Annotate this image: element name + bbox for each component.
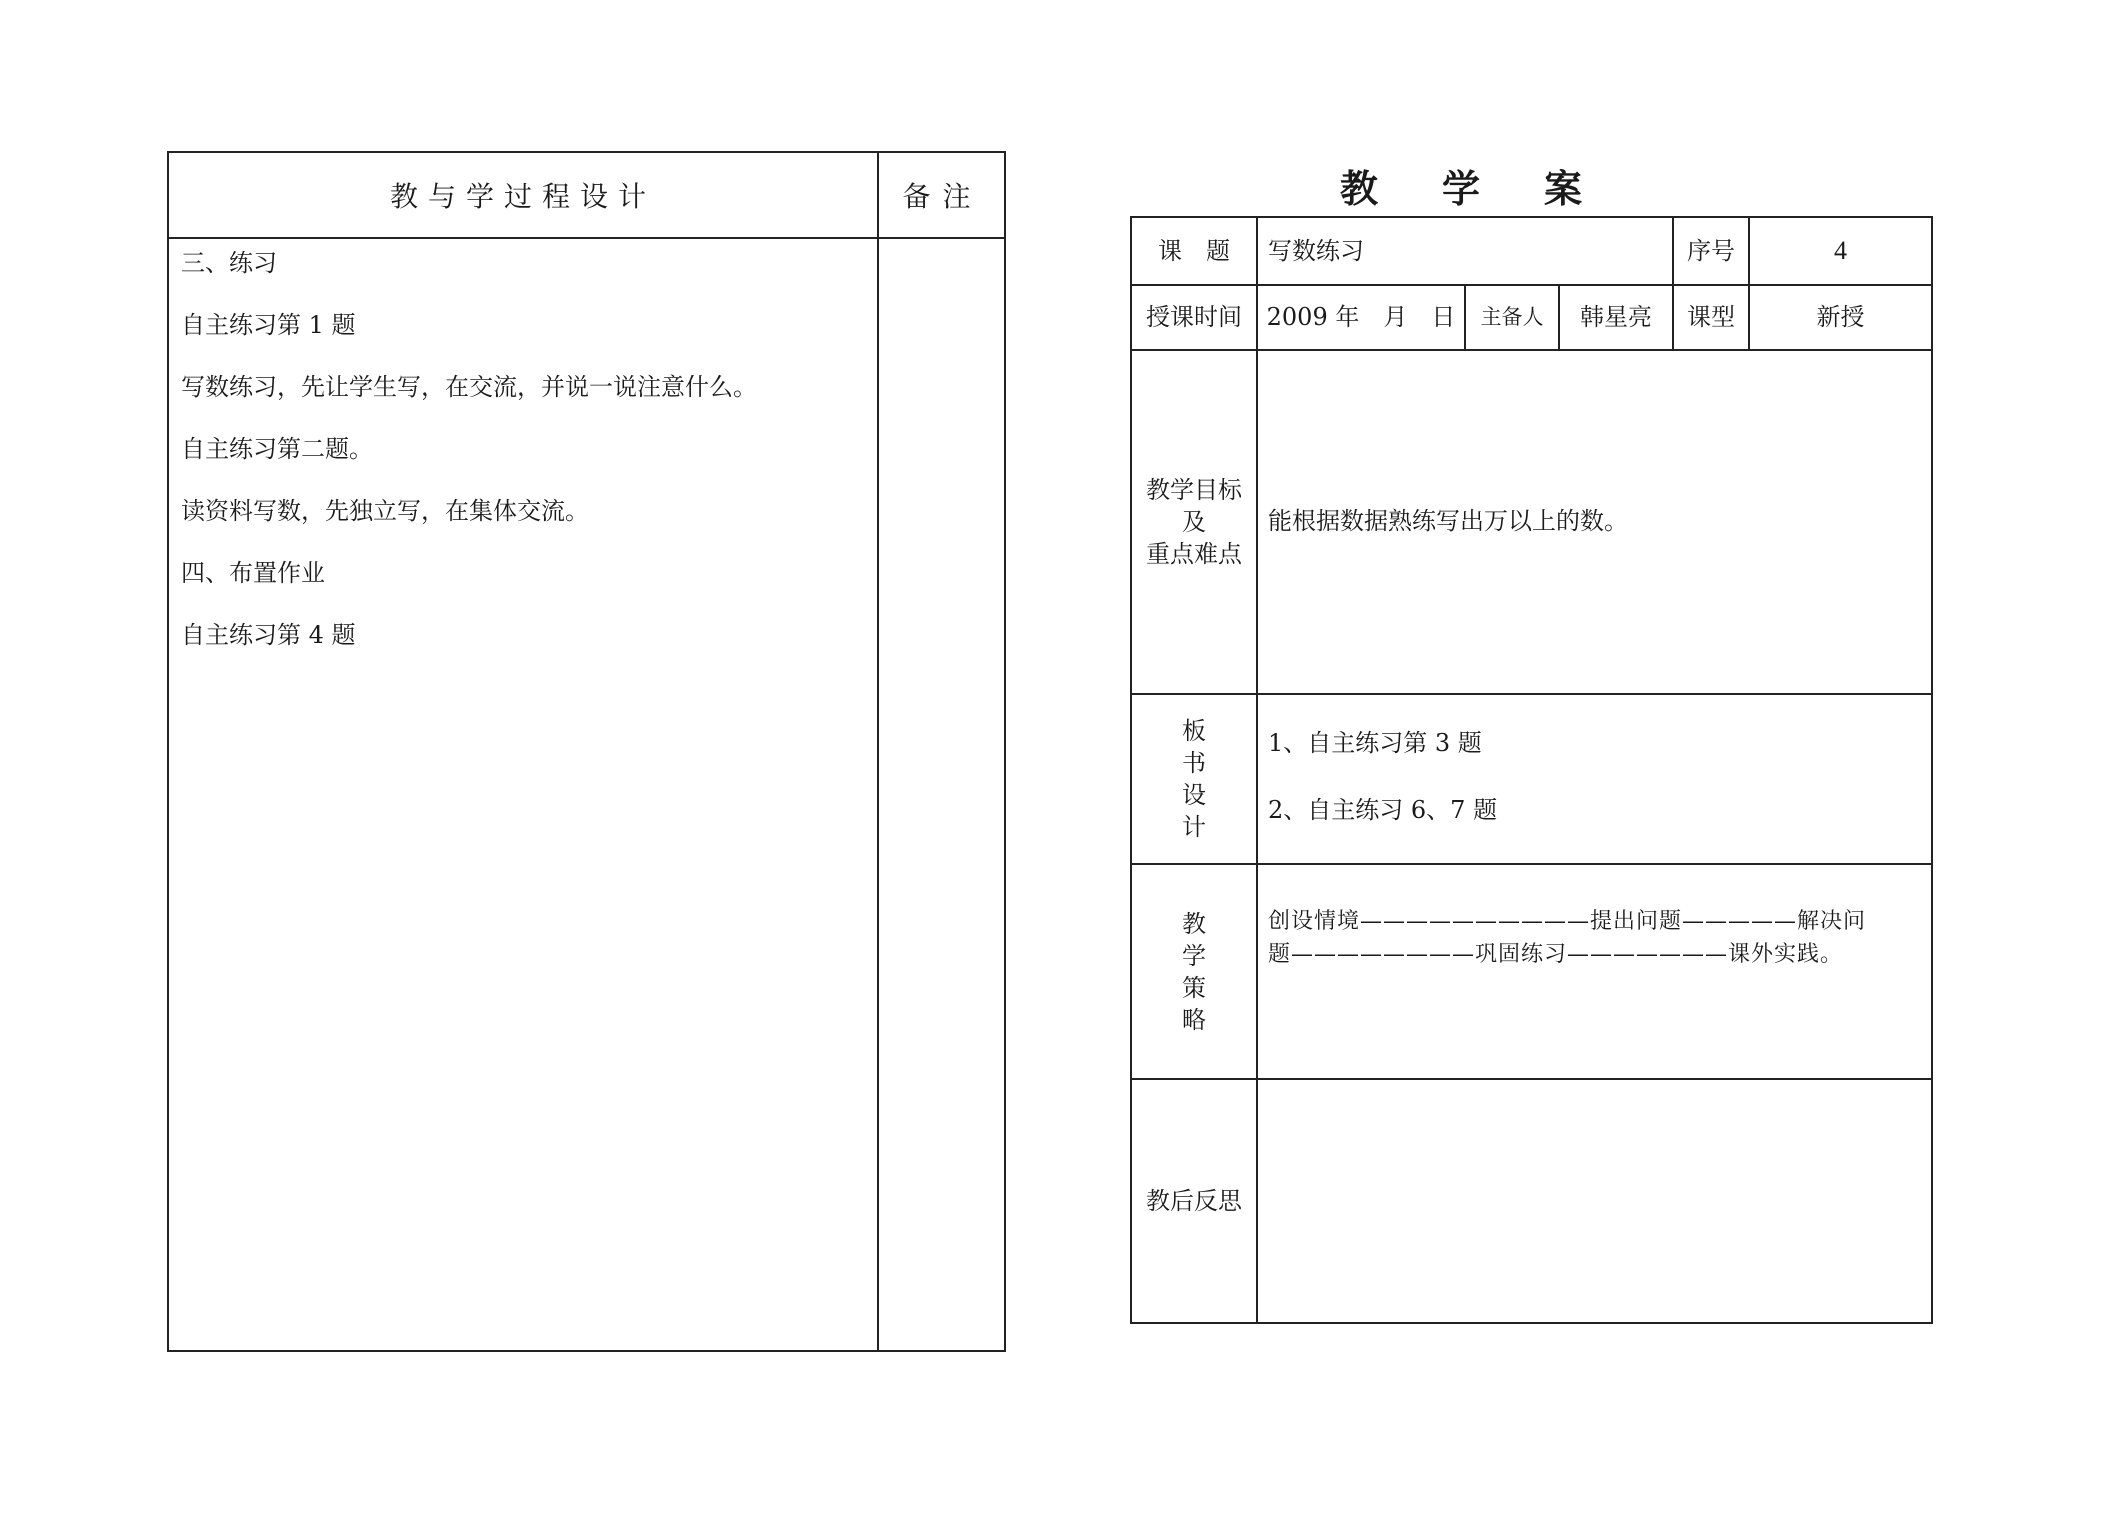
process-design-header: 教与学过程设计 [389,180,656,213]
board-design-label-char: 板 [1182,717,1206,745]
sequence-value: 4 [1834,236,1847,266]
sequence-label: 序号 [1687,236,1735,265]
topic-label: 课 题 [1158,236,1230,265]
strategy-label [1132,865,1256,1078]
objectives-label [1132,351,1256,693]
header-divider [169,237,1004,239]
lesson-plan-table [1130,216,1933,1324]
topic-value: 写数练习 [1268,236,1364,265]
strategy-label-char: 策 [1182,973,1206,1002]
teaching-time-label: 授课时间 [1146,303,1242,332]
lesson-plan-title: 教学案 [1340,167,1647,211]
board-design-line: 2、自主练习 6、7 题 [1268,796,1498,824]
lesson-type-value: 新授 [1816,303,1865,332]
process-line: 四、布置作业 [181,559,325,587]
label-column-divider [1256,218,1258,1322]
objectives-label-line: 及 [1182,508,1206,536]
process-design-table [167,151,1006,1352]
strategy-label-char: 学 [1182,941,1206,970]
strategy-label-char: 教 [1182,909,1206,938]
process-line: 写数练习，先让学生写，在交流，并说一说注意什么。 [181,373,757,401]
process-line: 读资料写数，先独立写，在集体交流。 [181,497,589,525]
lesson-type-label: 课型 [1687,303,1735,332]
board-design-label-char: 书 [1182,749,1206,777]
preparer-value: 韩星亮 [1580,303,1652,332]
process-line: 三、练习 [181,249,277,277]
board-design-label-char: 设 [1182,781,1206,809]
column-divider [877,153,879,1350]
reflection-label: 教后反思 [1146,1186,1242,1215]
strategy-label-char: 略 [1182,1005,1206,1034]
objectives-value: 能根据数据熟练写出万以上的数。 [1268,507,1628,535]
objectives-label-line: 教学目标 [1146,476,1242,504]
teaching-time-value: 2009 年 月 日 [1266,303,1456,332]
strategy-line: 题————————巩固练习———————课外实践。 [1268,942,1844,967]
strategy-line: 创设情境——————————提出问题—————解决问 [1268,909,1867,934]
process-line: 自主练习第 1 题 [181,311,356,339]
process-line: 自主练习第 4 题 [181,621,356,649]
process-line: 自主练习第二题。 [181,435,373,463]
objectives-label-line: 重点难点 [1146,540,1242,568]
preparer-label: 主备人 [1480,305,1544,330]
board-design-label-char: 计 [1182,813,1206,841]
notes-header: 备注 [902,180,983,213]
board-design-line: 1、自主练习第 3 题 [1268,729,1482,757]
board-design-label [1132,695,1256,863]
